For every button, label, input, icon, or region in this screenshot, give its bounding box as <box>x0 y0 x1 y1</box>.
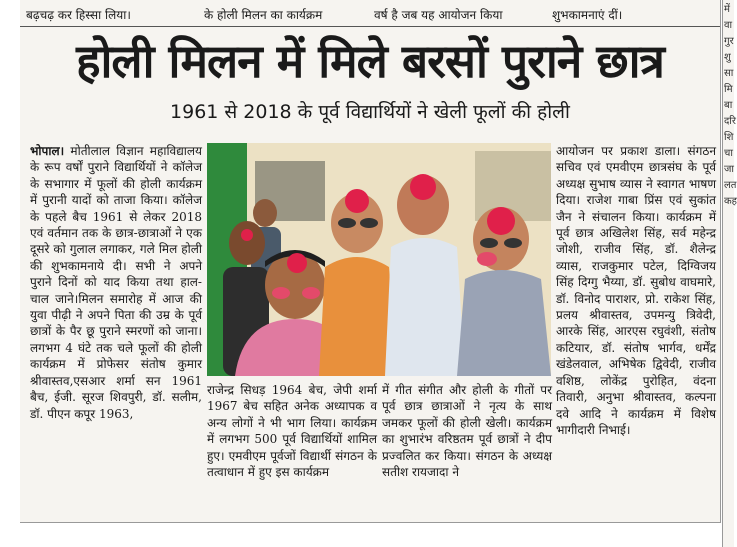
article-column-4: आयोजन पर प्रकाश डाला। संगठन सचिव एवं एमवीएम छात्रसंघ के पूर्व अध्यक्ष सुभाष व्यास ने स्वागत भाषण दिया। राजेश गाबा प्रिंस एवं सुकांत जैन ने संचालन किया। कार्यक्रम में पूर्व छात्र अखिलेश सिंह, सर्व महेन्द्र जोशी, राजीव सिंह, डॉ. शैलेन्द्र व्यास, राजकुमार पटेल, दिग्विजय सिंह दिग्गु भैय्या, डॉ. सुबोध वाघमारे, डॉ. विनोद पाराशर, प्रो. राकेश सिंह, प्रलय श्रीवास्तव, उपमन्यु त्रिवेदी, आरके सिंह, आरएस रघुवंशी, संतोष कटियार, डॉ. संतोष भार्गव, धर्मेंद्र खंडेलवाल, अभिषेक द्विवेदी, राजीव वशिष्ठ, लोकेंद्र पुरोहित, वंदना तिवारी, अनुभा श्रीवास्तव, कल्पना दवे आदि ने कार्यक्रम में विशेष भागीदारी निभाई। <box>556 144 716 437</box>
strip-fragment: चा <box>724 148 733 159</box>
strip-fragment: गुर <box>724 36 734 47</box>
previous-article-strip <box>20 0 720 27</box>
article-column-2: राजेन्द्र सिधड़ 1964 बेच, जेपी शर्मा 1967 बेच सहित अनेक अध्यापक व अन्य लोगों ने भी भाग लिया। कार्यक्रम में लगभग 500 पूर्व विद्यार्थियों शामिल हुए। एमवीएम पूर्वजों विद्यार्थी संगठन के तत्वाधान में हुए इस कार्यक्रम <box>207 383 377 480</box>
dateline: भोपाल। <box>30 144 65 158</box>
adjacent-article-strip <box>722 0 737 547</box>
strip-fragment: लत <box>724 180 737 191</box>
subheadline: 1961 से 2018 के पूर्व विद्यार्थियों ने खेली फूलों की होली <box>170 101 570 123</box>
strip-fragment: मि <box>724 84 733 95</box>
strip-text: के होली मिलन का कार्यक्रम <box>204 8 323 22</box>
strip-text: बढ़चढ़ कर हिस्सा लिया। <box>26 8 131 22</box>
strip-fragment: सा <box>724 68 734 79</box>
strip-fragment: कह <box>724 196 737 207</box>
strip-text: शुभकामनाएं दीं। <box>552 8 623 22</box>
column-text: मोतीलाल विज्ञान महाविद्यालय के रूप वर्षों पुराने विद्यार्थियों ने कॉलेज के सभागार में फूलों की होली कार्यक्रम में पुरानी यादों को ताजा किया। कॉलेज के पहले बैच 1961 से लेकर 2018 एवं वर्तमान तक के छात्र-छात्राओं ने एक दूसरे को गुलाल लगाकर, गले मिल होली की शुभकामनाये दी। सभी ने अपने पुराने दिनों को याद किया तथा हाल-चाल जाने।मिलन समारोह में आज की युवा पीढ़ी ने अपने पिता की उम्र के पूर्व छात्रों के पैर छू पुराने स्मरणों को जाना। लगभग 4 घंटे तक चले फूलों की होली कार्यक्रम में प्रोफेसर संतोष कुमार श्रीवास्तव,एसआर शर्मा सन 1961 बैच, ईजी. सूरज शिवपुरी, डॉ. सलीम, डॉ. पीएन कपूर 1963, <box>30 144 202 421</box>
strip-fragment: जा <box>724 164 735 175</box>
strip-fragment: शु <box>724 52 731 63</box>
strip-text: वर्ष है जब यह आयोजन किया <box>374 8 503 22</box>
strip-fragment: में <box>724 4 730 15</box>
article-column-3: में गीत संगीत और होली के गीतों पर पूर्व छात्र छात्राओं ने नृत्य के साथ जमकर फूलों की होली खेली। कार्यक्रम का शुभारंभ वरिष्ठतम पूर्व छात्रों ने दीप प्रज्वलित कर किया। संगठन के अध्यक्ष सतीश रायजादा ने <box>382 383 552 480</box>
headline: होली मिलन में मिले बरसों पुराने छात्र <box>76 34 664 88</box>
newspaper-clipping <box>20 0 721 523</box>
holi-photo <box>207 143 551 376</box>
article-column-1 <box>30 143 202 513</box>
holi-photo-illustration <box>207 143 551 376</box>
strip-fragment: शि <box>724 132 734 143</box>
strip-fragment: दरि <box>724 116 736 127</box>
strip-fragment: बा <box>724 100 733 111</box>
strip-fragment: वा <box>724 20 733 31</box>
